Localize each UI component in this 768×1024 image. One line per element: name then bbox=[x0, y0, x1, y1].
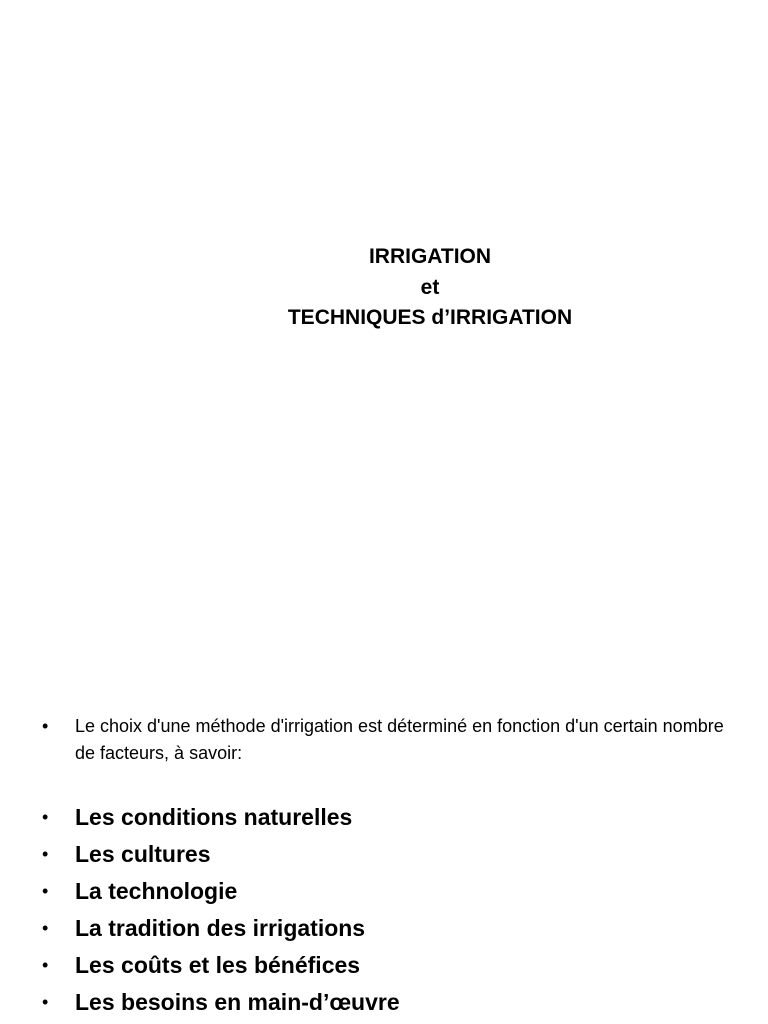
factor-text: Les besoins en main-d’œuvre bbox=[75, 989, 400, 1015]
bullet-marker: • bbox=[42, 881, 49, 901]
bullet-marker: • bbox=[42, 716, 49, 736]
factors-list bbox=[42, 799, 742, 1021]
factor-item bbox=[42, 799, 742, 836]
factor-text: Les conditions naturelles bbox=[75, 804, 353, 830]
factor-item bbox=[42, 984, 742, 1021]
title-line-2: et bbox=[420, 275, 440, 299]
factor-text: Les cultures bbox=[75, 841, 211, 867]
bullet-marker: • bbox=[42, 992, 49, 1012]
intro-paragraph bbox=[42, 713, 742, 767]
intro-bullet-item bbox=[42, 713, 742, 767]
factor-item bbox=[42, 947, 742, 984]
bullet-marker: • bbox=[42, 955, 49, 975]
bullet-marker: • bbox=[42, 844, 49, 864]
factor-text: La technologie bbox=[75, 878, 238, 904]
bullet-marker: • bbox=[42, 918, 49, 938]
intro-text: Le choix d'une méthode d'irrigation est déterminé en fonction d'un certain nombre de facteurs, à savoir: bbox=[75, 716, 724, 763]
factor-text: Les coûts et les bénéfices bbox=[75, 952, 361, 978]
title-line-3: TECHNIQUES d’IRRIGATION bbox=[287, 306, 573, 329]
bullet-marker: • bbox=[42, 807, 49, 827]
factor-text: La tradition des irrigations bbox=[75, 915, 366, 941]
factor-item bbox=[42, 836, 742, 873]
title-line-1: IRRIGATION bbox=[368, 245, 492, 268]
factor-item bbox=[42, 910, 742, 947]
document-title bbox=[0, 242, 768, 334]
factor-item bbox=[42, 873, 742, 910]
